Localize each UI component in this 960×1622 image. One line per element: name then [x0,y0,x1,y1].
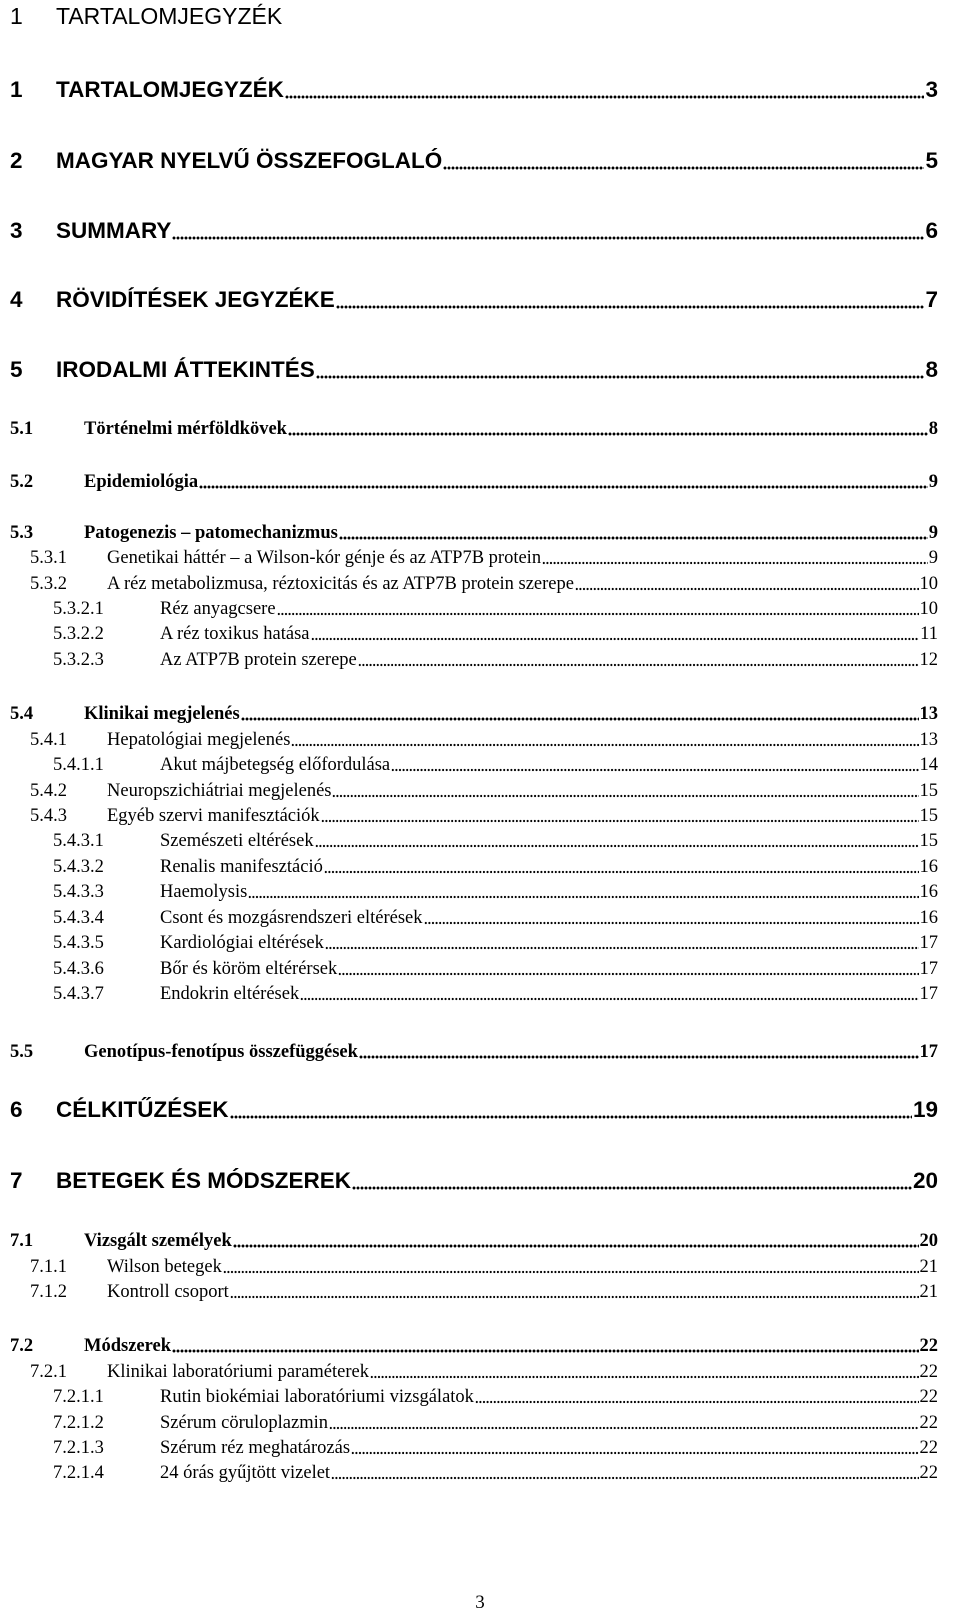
dot-leader [321,804,919,823]
toc-entry[interactable] [10,1165,938,1194]
toc-entry-number: 5.4.3.1 [53,830,104,851]
toc-entry-page: 8 [928,418,938,439]
toc-entry[interactable] [30,1358,938,1383]
toc-entry-page: 15 [919,830,938,851]
toc-entry-page: 21 [919,1281,938,1302]
toc-entry-page: 20 [912,1167,938,1193]
toc-entry-page: 15 [919,780,938,801]
toc-entry[interactable] [30,570,938,595]
toc-entry-title: Kardiológiai eltérések [160,932,324,953]
dot-leader [277,597,919,616]
toc-entry-title: SUMMARY [56,217,172,243]
toc-entry-number: 7.2 [10,1335,34,1356]
toc-entry-title: Történelmi mérföldkövek [84,418,287,439]
toc-entry-title: Genetikai háttér – a Wilson-kór génje és az ATP7B protein [107,547,542,568]
toc-entry[interactable] [53,751,938,776]
toc-entry[interactable] [53,1434,938,1459]
toc-entry-page: 14 [919,754,938,775]
dot-leader [223,1255,919,1274]
toc-entry-page: 22 [919,1437,938,1458]
toc-entry[interactable] [10,700,938,725]
toc-entry-number: 5.4.1 [30,729,67,750]
toc-entry-number: 5.4.2 [30,780,67,801]
toc-entry[interactable] [53,853,938,878]
toc-entry[interactable] [30,802,938,827]
toc-entry-number: 5.4 [10,703,34,724]
toc-entry[interactable] [30,726,938,751]
toc-entry[interactable] [10,1332,938,1357]
dot-leader [331,1461,918,1480]
toc-entry-page: 17 [919,983,938,1004]
toc-entry-page: 13 [919,703,938,724]
toc-entry-number: 5.5 [10,1041,34,1062]
dot-leader [233,1229,919,1248]
toc-entry[interactable] [10,415,938,440]
dot-leader [300,982,918,1001]
toc-entry-title: IRODALMI ÁTTEKINTÉS [56,356,315,382]
toc-entry-number: 7.2.1.3 [53,1437,104,1458]
toc-entry-page: 22 [919,1335,938,1356]
toc-entry-number: 7.1.2 [30,1281,67,1302]
toc-entry-title: Szemészeti eltérések [160,830,314,851]
toc-entry[interactable] [10,519,938,544]
dot-leader [316,357,925,380]
dot-leader [230,1280,919,1299]
toc-entry-title: TARTALOMJEGYZÉK [56,76,284,102]
toc-entry[interactable] [53,620,938,645]
toc-entry-number: 5.1 [10,418,34,439]
toc-entry-number: 7.2.1.2 [53,1412,104,1433]
toc-entry-number: 5 [10,356,23,382]
toc-entry-title: Klinikai megjelenés [84,703,240,724]
toc-entry-title: Szérum réz meghatározás [160,1437,351,1458]
dot-leader [172,218,924,241]
toc-entry-page: 3 [925,76,938,102]
dot-leader [241,702,919,721]
dot-leader [391,753,918,772]
toc-entry-page: 22 [919,1386,938,1407]
toc-entry-title: Az ATP7B protein szerepe [160,649,357,670]
toc-entry-title: Akut májbetegség előfordulása [160,754,391,775]
dot-leader [370,1360,919,1379]
toc-entry-title: Neuropszichiátriai megjelenés [107,780,332,801]
toc-entry[interactable] [53,1409,938,1434]
toc-entry[interactable] [10,468,938,493]
toc-entry-page: 9 [928,471,938,492]
toc-entry-number: 7.1.1 [30,1256,67,1277]
toc-entry[interactable] [53,955,938,980]
toc-entry-page: 22 [919,1361,938,1382]
toc-entry-page: 17 [919,932,938,953]
toc-entry-page: 10 [919,598,938,619]
dot-leader [359,1040,919,1059]
toc-entry-title: Haemolysis [160,881,248,902]
toc-entry-title: A réz toxikus hatása [160,623,310,644]
toc-entry-number: 5.4.1.1 [53,754,104,775]
toc-entry-number: 4 [10,286,23,312]
dot-leader [332,779,918,798]
toc-entry[interactable] [53,1383,938,1408]
toc-entry-page: 5 [925,147,938,173]
toc-entry-title: Endokrin eltérések [160,983,300,1004]
toc-entry[interactable] [30,1278,938,1303]
toc-entry-number: 2 [10,147,23,173]
toc-entry[interactable] [53,980,938,1005]
dot-leader [339,521,928,540]
toc-entry-page: 20 [919,1230,938,1251]
toc-entry-number: 7.2.1.4 [53,1462,104,1483]
toc-entry-title: Genotípus-fenotípus összefüggések [84,1041,358,1062]
toc-entry-title: BETEGEK ÉS MÓDSZEREK [56,1167,352,1193]
toc-entry-number: 5.3.2.2 [53,623,104,644]
toc-entry-number: 5.3.2.3 [53,649,104,670]
toc-entry[interactable] [30,544,938,569]
toc-entry-number: 5.4.3.4 [53,907,104,928]
dot-leader [352,1168,912,1191]
toc-entry-page: 11 [920,623,938,644]
toc-entry-page: 9 [928,547,938,568]
toc-entry-title: Epidemiológia [84,471,199,492]
toc-entry-number: 5.3 [10,522,34,543]
dot-leader [358,648,919,667]
toc-entry-number: 5.4.3.5 [53,932,104,953]
toc-entry-page: 6 [925,217,938,243]
toc-entry-page: 17 [919,1041,938,1062]
toc-entry[interactable] [10,215,938,244]
dot-leader [315,829,919,848]
toc-entry[interactable] [53,595,938,620]
toc-entry-page: 17 [919,958,938,979]
dot-leader [311,622,920,641]
dot-leader [291,728,918,747]
dot-leader [351,1436,918,1455]
dot-leader [324,855,919,874]
dot-leader [199,470,928,489]
toc-entry-title: Renalis manifesztáció [160,856,323,877]
dot-leader [575,572,919,591]
page-heading [10,3,282,30]
dot-leader [172,1334,919,1353]
dot-leader [424,906,919,925]
toc-entry-page: 9 [928,522,938,543]
toc-entry-title: Vizsgált személyek [84,1230,232,1251]
toc-entry-number: 7 [10,1167,23,1193]
page-number: 3 [475,1592,485,1613]
toc-entry-title: Módszerek [84,1335,171,1356]
heading-number: 1 [10,3,23,29]
toc-entry[interactable] [10,145,938,174]
toc-entry[interactable] [10,1094,938,1123]
dot-leader [248,880,918,899]
toc-entry-page: 16 [919,907,938,928]
toc-entry-page: 19 [912,1096,938,1122]
toc-entry-number: 5.4.3.7 [53,983,104,1004]
toc-entry-title: Kontroll csoport [107,1281,229,1302]
dot-leader [475,1385,919,1404]
toc-entry[interactable] [53,1459,938,1484]
toc-entry-title: Klinikai laboratóriumi paraméterek [107,1361,369,1382]
toc-entry-number: 7.2.1.1 [53,1386,104,1407]
dot-leader [230,1097,912,1120]
toc-entry-title: Egyéb szervi manifesztációk [107,805,320,826]
toc-entry-page: 13 [919,729,938,750]
heading-title: TARTALOMJEGYZÉK [56,3,283,29]
toc-entry-page: 7 [925,286,938,312]
toc-entry-title: CÉLKITŰZÉSEK [56,1096,229,1122]
toc-entry-title: RÖVIDÍTÉSEK JEGYZÉKE [56,286,335,312]
toc-entry[interactable] [10,1227,938,1252]
toc-entry[interactable] [30,1253,938,1278]
toc-entry-page: 22 [919,1412,938,1433]
toc-entry-title: Patogenezis – patomechanizmus [84,522,338,543]
toc-entry-number: 5.3.2 [30,573,67,594]
toc-entry[interactable] [30,777,938,802]
toc-entry-title: 24 órás gyűjtött vizelet [160,1462,331,1483]
toc-entry[interactable] [53,827,938,852]
toc-entry-number: 1 [10,76,23,102]
toc-entry[interactable] [10,284,938,313]
toc-entry-page: 16 [919,856,938,877]
toc-entry-number: 5.3.2.1 [53,598,104,619]
toc-entry-title: Csont és mozgásrendszeri eltérések [160,907,423,928]
toc-entry-title: Réz anyagcsere [160,598,276,619]
toc-entry-number: 5.4.3 [30,805,67,826]
toc-entry[interactable] [10,74,938,103]
toc-entry-number: 3 [10,217,23,243]
toc-entry-page: 12 [919,649,938,670]
dot-leader [336,287,925,310]
dot-leader [329,1411,919,1430]
toc-entry-title: Wilson betegek [107,1256,222,1277]
toc-entry-page: 8 [925,356,938,382]
dot-leader [338,957,918,976]
dot-leader [443,148,924,171]
toc-entry-page: 22 [919,1462,938,1483]
dot-leader [325,931,919,950]
toc-entry-number: 5.3.1 [30,547,67,568]
toc-entry[interactable] [53,929,938,954]
toc-entry-page: 21 [919,1256,938,1277]
toc-entry-title: Bőr és köröm eltérérsek [160,958,338,979]
toc-entry-title: Rutin biokémiai laboratóriumi vizsgálatok [160,1386,474,1407]
toc-entry-number: 5.4.3.6 [53,958,104,979]
toc-entry-number: 5.4.3.3 [53,881,104,902]
toc-entry-title: Hepatológiai megjelenés [107,729,291,750]
toc-entry-page: 10 [919,573,938,594]
toc-entry[interactable] [53,646,938,671]
toc-entry-number: 5.2 [10,471,34,492]
toc-entry[interactable] [53,878,938,903]
toc-entry-page: 16 [919,881,938,902]
toc-entry[interactable] [53,904,938,929]
toc-entry-page: 15 [919,805,938,826]
dot-leader [285,77,925,100]
toc-entry-number: 7.1 [10,1230,34,1251]
toc-entry[interactable] [10,1038,938,1063]
toc-entry-title: Szérum cöruloplazmin [160,1412,328,1433]
dot-leader [288,417,928,436]
toc-entry-title: MAGYAR NYELVŰ ÖSSZEFOGLALÓ [56,147,443,173]
toc-entry-title: A réz metabolizmusa, réztoxicitás és az ATP7B protein szerepe [107,573,574,594]
toc-entry-number: 6 [10,1096,23,1122]
dot-leader [542,546,928,565]
toc-entry-number: 7.2.1 [30,1361,67,1382]
toc-entry-number: 5.4.3.2 [53,856,104,877]
toc-entry[interactable] [10,354,938,383]
